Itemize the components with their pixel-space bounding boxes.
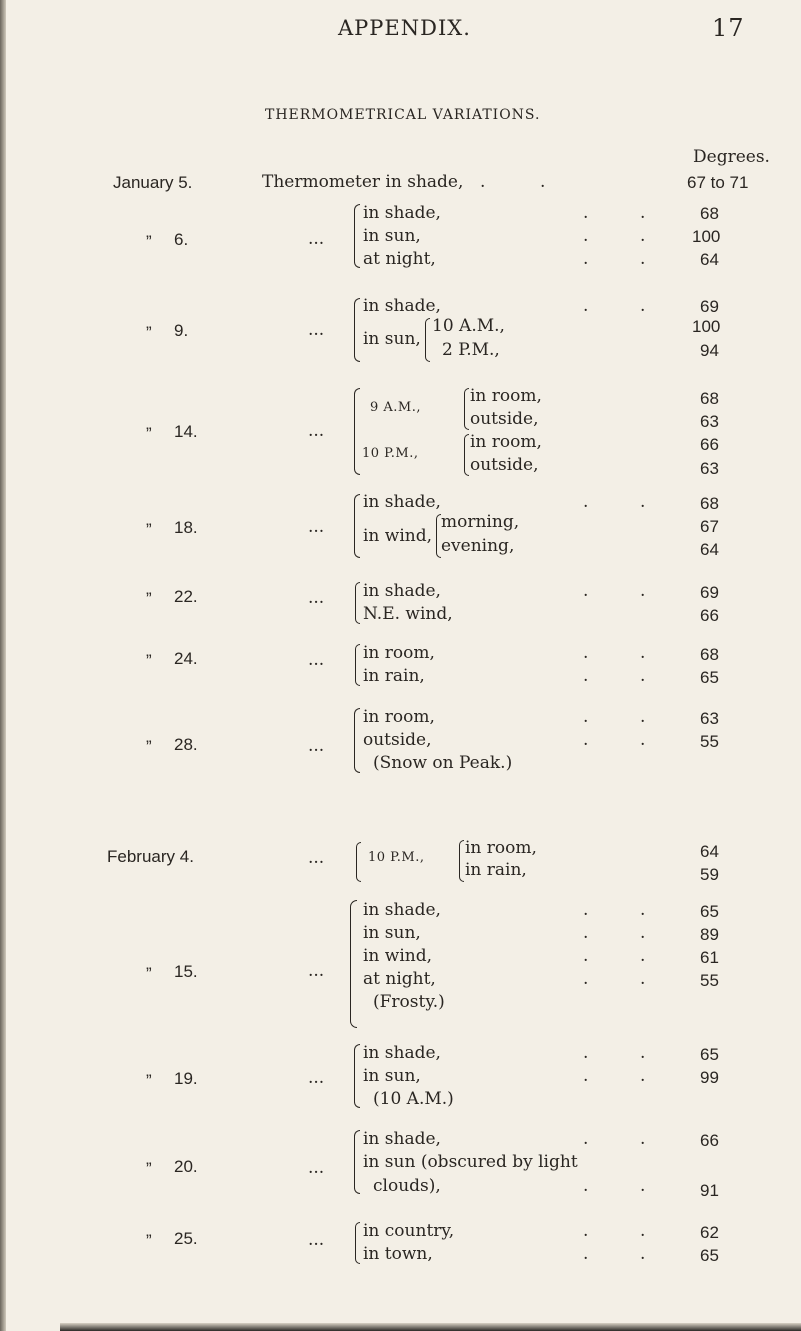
brace	[354, 494, 360, 558]
reading-value: 69	[700, 297, 719, 316]
leader-dot: .	[640, 1221, 646, 1241]
reading-value: 63	[700, 412, 719, 431]
reading-label: in shade,	[363, 296, 441, 316]
reading-value: 68	[700, 645, 719, 664]
reading-label: in shade,	[363, 1129, 441, 1149]
brace	[355, 582, 360, 624]
leader-dot: .	[583, 969, 589, 989]
reading-label: 10 A.M.,	[432, 316, 505, 336]
reading-label: in shade,	[363, 203, 441, 223]
leader-dot: .	[640, 1129, 646, 1149]
reading-value: 66	[700, 435, 719, 454]
leader-dot: .	[583, 1244, 589, 1264]
reading-label: in rain,	[465, 860, 527, 880]
leader-dot: .	[583, 666, 589, 686]
leader-dot: .	[583, 226, 589, 246]
reading-label: morning,	[441, 512, 520, 532]
leader-dot: .	[640, 581, 646, 601]
reading-label: outside,	[363, 730, 432, 750]
ditto-mark: ”	[146, 323, 152, 342]
reading-value: 65	[700, 668, 719, 687]
ditto-mark: ”	[146, 1231, 152, 1250]
ditto-mark: ”	[146, 520, 152, 539]
reading-value: 68	[700, 389, 719, 408]
reading-value: 100	[692, 317, 721, 336]
ellipsis: ...	[308, 229, 325, 249]
brace	[425, 318, 430, 362]
leader-dot: .	[640, 946, 646, 966]
reading-value: 64	[700, 250, 719, 269]
reading-label: at night,	[363, 249, 436, 269]
page-number: 17	[712, 14, 745, 42]
ditto-mark: ”	[146, 651, 152, 670]
brace	[354, 1130, 360, 1194]
reading-value: 65	[700, 1246, 719, 1265]
reading-value: 91	[700, 1181, 719, 1200]
entry-date: 24.	[174, 649, 198, 668]
ellipsis: ...	[308, 588, 325, 608]
reading-label: in shade,	[363, 581, 441, 601]
reading-label: in country,	[363, 1221, 455, 1241]
reading-value: 69	[700, 583, 719, 602]
reading-value: 100	[692, 227, 721, 246]
reading-prefix: 10 P.M.,	[368, 850, 425, 865]
leader-dot: .	[640, 1176, 646, 1196]
entry-date: 19.	[174, 1069, 198, 1088]
reading-note: (10 A.M.)	[373, 1089, 454, 1109]
leader-dot: .	[640, 1043, 646, 1063]
leader-dot: .	[583, 581, 589, 601]
leader-dot: .	[583, 203, 589, 223]
reading-label: clouds),	[373, 1176, 441, 1196]
entry-date: 28.	[174, 735, 198, 754]
leader-dot: .	[583, 492, 589, 512]
leader-dot: .	[640, 643, 646, 663]
ditto-mark: ”	[146, 1071, 152, 1090]
reading-value: 55	[700, 971, 719, 990]
brace	[459, 840, 464, 882]
reading-value: 66	[700, 1131, 719, 1150]
degrees-column-header: Degrees.	[693, 147, 770, 167]
reading-prefix: 10 P.M.,	[362, 446, 419, 461]
leader-dot: .	[640, 923, 646, 943]
reading-label: at night,	[363, 969, 436, 989]
leader-dot: .	[640, 969, 646, 989]
reading-value: 68	[700, 204, 719, 223]
ellipsis: ...	[308, 320, 325, 340]
reading-label: outside,	[470, 409, 539, 429]
reading-note: (Snow on Peak.)	[373, 753, 513, 773]
brace	[464, 388, 469, 430]
reading-label: in room,	[465, 838, 537, 858]
reading-label: in room,	[363, 707, 435, 727]
leader-dot: .	[640, 203, 646, 223]
page-bottom-edge	[60, 1323, 801, 1331]
reading-value: 59	[700, 865, 719, 884]
reading-value: 67 to 71	[687, 173, 749, 192]
ditto-mark: ”	[146, 1159, 152, 1178]
reading-value: 63	[700, 459, 719, 478]
reading-value: 65	[700, 902, 719, 921]
leader-dot: .	[640, 296, 646, 316]
entry-date: 22.	[174, 587, 198, 606]
reading-label: evening,	[441, 536, 515, 556]
leader-dot: .	[583, 900, 589, 920]
reading-label: in shade,	[363, 1043, 441, 1063]
entry-date: 20.	[174, 1157, 198, 1176]
leader-dot: .	[583, 707, 589, 727]
leader-dot: .	[583, 1221, 589, 1241]
entry-date: 15.	[174, 962, 198, 981]
reading-value: 94	[700, 341, 719, 360]
leader-dot: .	[640, 1066, 646, 1086]
leader-dot: .	[640, 707, 646, 727]
ellipsis: ...	[308, 517, 325, 537]
reading-value: 68	[700, 494, 719, 513]
reading-label: in room,	[363, 643, 435, 663]
leader-dot: .	[583, 1129, 589, 1149]
reading-label: N.E. wind,	[363, 604, 453, 624]
leader-dot: .	[583, 643, 589, 663]
reading-value: 64	[700, 540, 719, 559]
reading-value: 65	[700, 1045, 719, 1064]
brace	[354, 204, 360, 268]
leader-dot: .	[583, 1066, 589, 1086]
reading-value: 89	[700, 925, 719, 944]
leader-dot: .	[583, 923, 589, 943]
leader-dot: .	[640, 249, 646, 269]
leader-dot: .	[583, 1043, 589, 1063]
brace	[354, 708, 360, 773]
ellipsis: ...	[308, 961, 325, 981]
brace	[350, 900, 357, 1028]
table-title: THERMOMETRICAL VARIATIONS.	[265, 107, 541, 123]
leader-dot: .	[583, 1176, 589, 1196]
brace	[356, 842, 361, 882]
ellipsis: ...	[308, 650, 325, 670]
reading-label: in sun (obscured by light	[363, 1152, 578, 1172]
ellipsis: ...	[308, 848, 325, 868]
ellipsis: ...	[308, 736, 325, 756]
leader-dot: .	[640, 1244, 646, 1264]
brace	[354, 298, 360, 362]
ellipsis: ...	[308, 1230, 325, 1250]
reading-value: 62	[700, 1223, 719, 1242]
leader-dot: .	[583, 296, 589, 316]
reading-label: in sun,	[363, 923, 421, 943]
reading-value: 66	[700, 606, 719, 625]
reading-prefix: in sun,	[363, 329, 421, 349]
entry-date: February 4.	[107, 847, 194, 866]
brace	[464, 434, 469, 476]
leader-dot: .	[583, 249, 589, 269]
entry-date: 25.	[174, 1229, 198, 1248]
leader-dot: .	[640, 226, 646, 246]
reading-label: in town,	[363, 1244, 433, 1264]
entry-date: 6.	[174, 230, 189, 249]
reading-value: 55	[700, 732, 719, 751]
reading-label: in shade,	[363, 900, 441, 920]
leader-dot: .	[583, 946, 589, 966]
reading-label: in sun,	[363, 1066, 421, 1086]
entry-date: January 5.	[113, 173, 193, 192]
brace	[355, 644, 360, 686]
reading-value: 63	[700, 709, 719, 728]
ditto-mark: ”	[146, 964, 152, 983]
reading-label: in room,	[470, 386, 542, 406]
leader-dot: .	[640, 666, 646, 686]
reading-prefix: in wind,	[363, 526, 433, 546]
reading-value: 64	[700, 842, 719, 861]
ellipsis: ...	[308, 1158, 325, 1178]
ditto-mark: ”	[146, 424, 152, 443]
running-header: APPENDIX.	[338, 16, 471, 40]
reading-label: outside,	[470, 455, 539, 475]
leader-dot: .	[640, 900, 646, 920]
entry-date: 18.	[174, 518, 198, 537]
reading-label: in rain,	[363, 666, 425, 686]
reading-value: 67	[700, 517, 719, 536]
reading-label: in room,	[470, 432, 542, 452]
leader-dot: .	[640, 492, 646, 512]
reading-label: in wind,	[363, 946, 433, 966]
reading-label: in sun,	[363, 226, 421, 246]
brace	[355, 1222, 360, 1264]
brace	[354, 1044, 360, 1108]
ditto-mark: ”	[146, 589, 152, 608]
reading-label: in shade,	[363, 492, 441, 512]
ditto-mark: ”	[146, 232, 152, 251]
ditto-mark: ”	[146, 737, 152, 756]
reading-label: 2 P.M.,	[442, 340, 500, 360]
brace	[354, 388, 360, 475]
reading-note: (Frosty.)	[373, 992, 445, 1012]
ellipsis: ...	[308, 421, 325, 441]
ellipsis: ...	[308, 1068, 325, 1088]
reading-prefix: 9 A.M.,	[370, 400, 421, 415]
reading-value: 61	[700, 948, 719, 967]
reading-label: Thermometer in shade,	[262, 172, 464, 192]
reading-value: 99	[700, 1068, 719, 1087]
entry-date: 9.	[174, 321, 189, 340]
scan-edge	[0, 0, 6, 1331]
leader-dot: .	[583, 730, 589, 750]
entry-date: 14.	[174, 422, 198, 441]
leader-dot: .	[640, 730, 646, 750]
